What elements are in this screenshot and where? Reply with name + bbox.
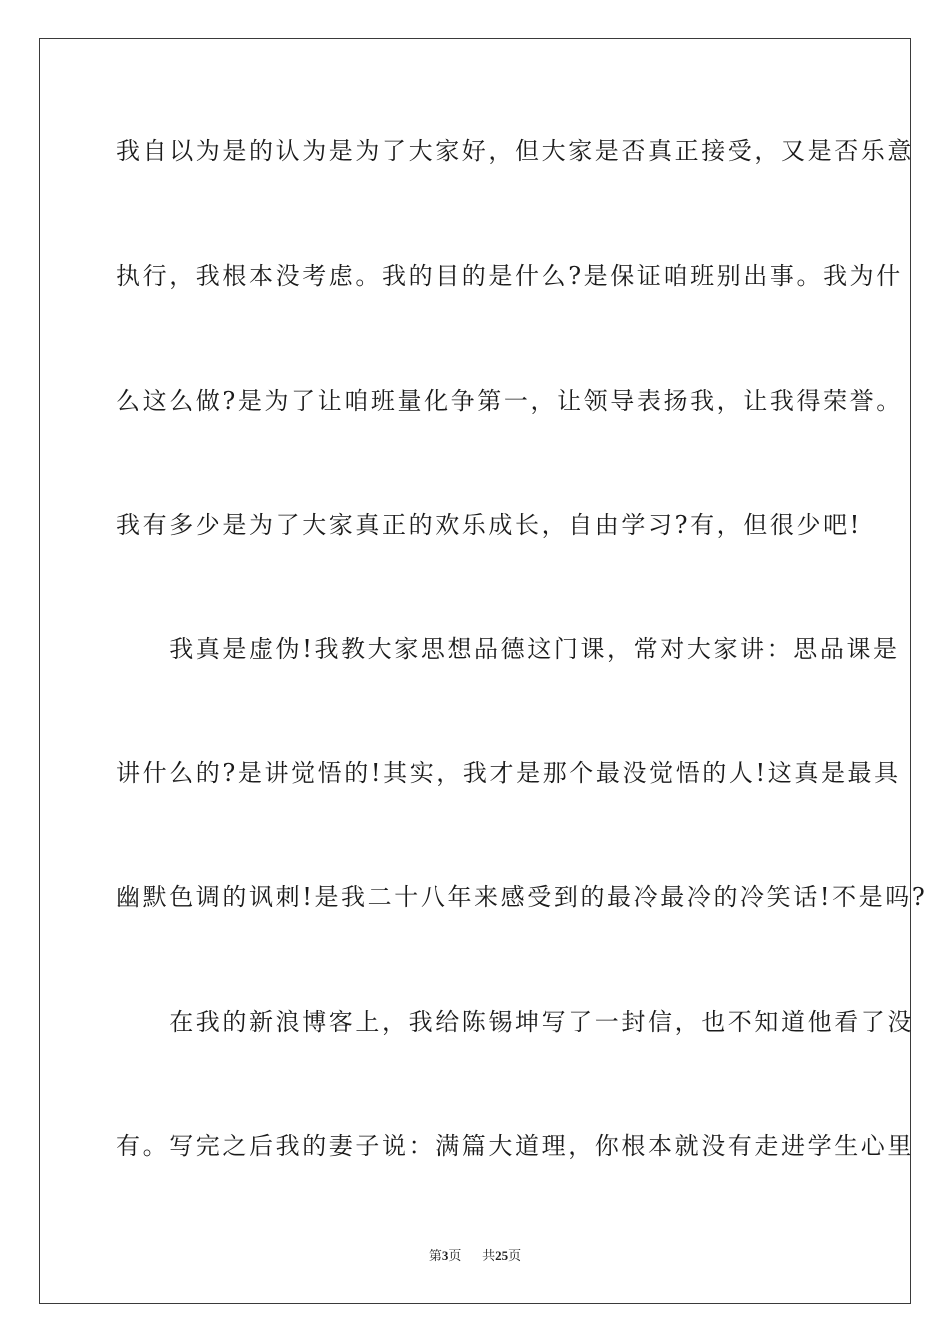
page-border bbox=[39, 38, 928, 1304]
text-line: 有。写完之后我的妻子说：满篇大道理，你根本就没有走进学生心里 bbox=[116, 1132, 914, 1160]
text-line: 在我的新浪博客上，我给陈锡坤写了一封信，也不知道他看了没 bbox=[116, 1008, 914, 1036]
page-footer bbox=[0, 1247, 950, 1266]
text-line: 我有多少是为了大家真正的欢乐成长，自由学习?有，但很少吧! bbox=[116, 511, 862, 539]
text-line: 幽默色调的讽刺!是我二十八年来感受到的最冷最冷的冷笑话!不是吗? bbox=[116, 883, 928, 911]
page-number: 第3页 bbox=[428, 1248, 462, 1264]
page-total: 共25页 bbox=[482, 1248, 522, 1264]
text-line: 我真是虚伪!我教大家思想品德这门课，常对大家讲：思品课是 bbox=[116, 635, 900, 663]
text-line: 我自以为是的认为是为了大家好，但大家是否真正接受，又是否乐意 bbox=[116, 137, 914, 165]
text-line: 讲什么的?是讲觉悟的!其实，我才是那个最没觉悟的人!这真是最具 bbox=[116, 759, 901, 787]
text-line: 么这么做?是为了让咱班量化争第一，让领导表扬我，让我得荣誉。 bbox=[116, 387, 903, 415]
text-line: 执行，我根本没考虑。我的目的是什么?是保证咱班别出事。我为什 bbox=[116, 262, 903, 290]
